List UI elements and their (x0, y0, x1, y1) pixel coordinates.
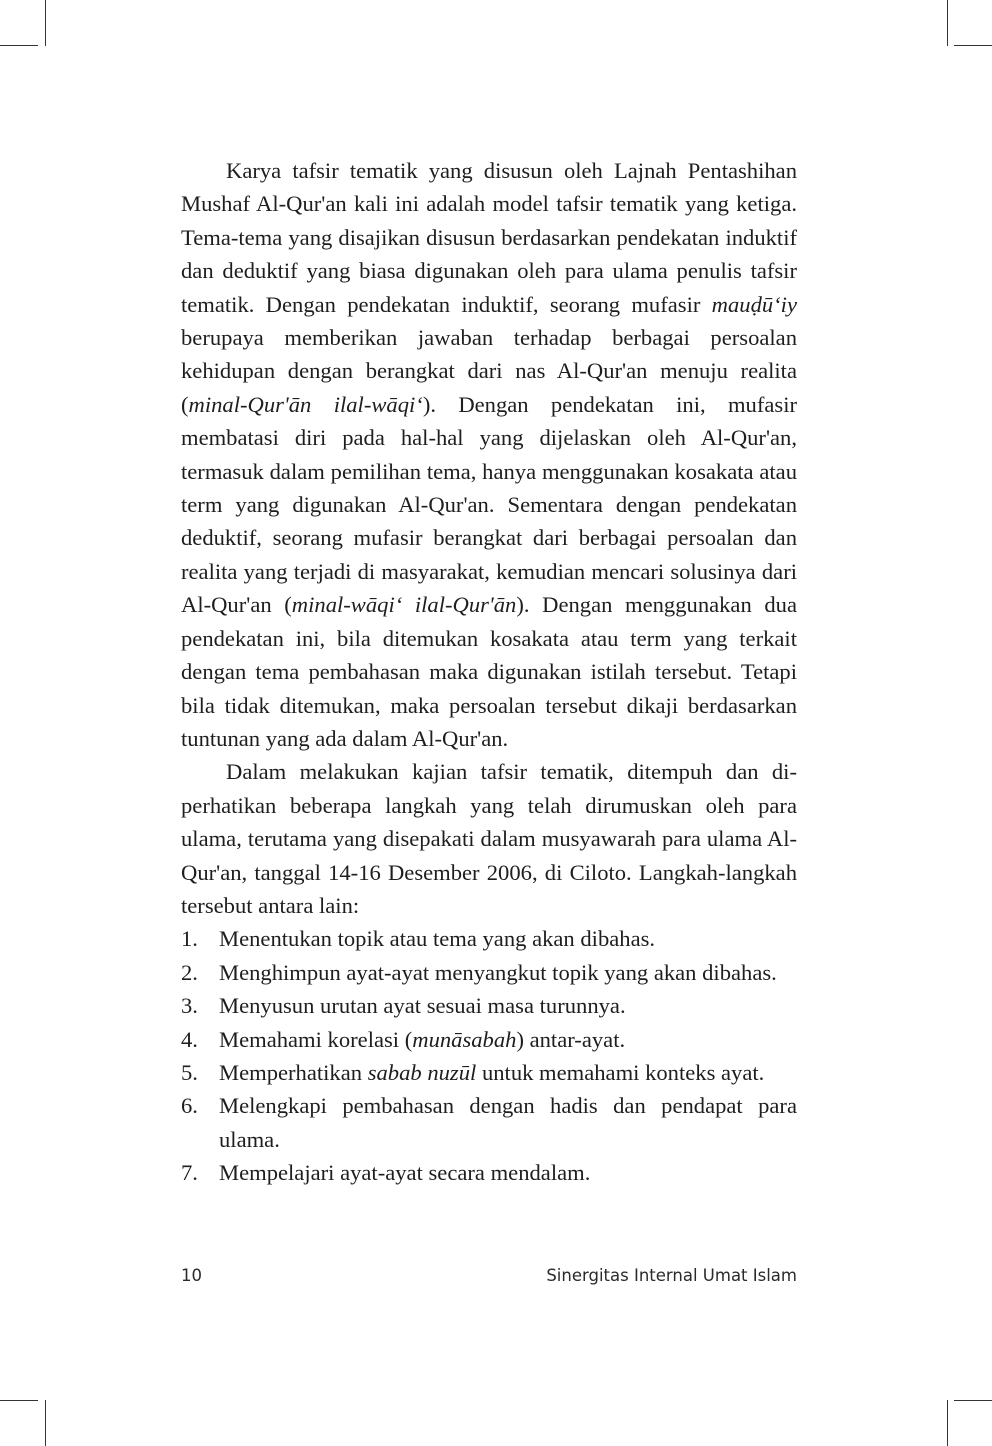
italic-term: minal-wāqi‘ ilal-Qur'ān (291, 592, 517, 618)
body-text (181, 154, 797, 1190)
text-run: Memperhatikan (219, 1059, 368, 1085)
text-run: Melengkapi pembahasan dengan hadis dan pendapat para ulama. (219, 1093, 797, 1152)
text-run: ) antar-ayat. (516, 1026, 626, 1052)
text-run: ). Dengan menggunakan dua pendekatan ini, bila ditemukan kosakata atau term yang terkait dengan tema pembahasan maka digunakan istilah tersebut. Tetapi bila tidak ditemukan, maka persoalan tersebut dikaji berdasarkan tuntunan yang ada dalam Al-Qur'an. (181, 592, 797, 751)
text-run: berupaya memberikan jawaban terhadap berbagai persoalan kehidupan dengan berangkat dari nas Al-Qur'an menuju realita ( (181, 325, 797, 417)
crop-mark (947, 0, 948, 46)
list-item-text (219, 956, 797, 989)
list-item-number: 2. (181, 959, 198, 985)
text-run: Menghimpun ayat-ayat menyangkut topik yang akan dibahas. (219, 959, 777, 985)
list-item (181, 956, 797, 989)
list-item-number: 5. (181, 1059, 198, 1085)
text-run: Karya tafsir tematik yang disusun oleh Lajnah Pentashihan Mushaf Al-Qur'an kali ini adalah model tafsir tematik yang ketiga. Tema-tema yang disajikan disusun berdasarkan pendekatan induktif dan deduktif yang biasa digunakan oleh para ulama penulis tafsir tematik. Dengan pendekatan induktif, seorang mufasir (181, 158, 797, 317)
paragraph-1 (181, 154, 797, 755)
italic-term: minal-Qur'ān ilal-wāqi‘ (188, 391, 423, 417)
text-run: Menentukan topik atau tema yang akan dibahas. (219, 926, 656, 952)
text-run: untuk memahami konteks ayat. (476, 1059, 765, 1085)
list-item-text (219, 922, 797, 955)
crop-mark (45, 0, 46, 46)
list-item-number: 7. (181, 1160, 198, 1186)
list-item-number: 6. (181, 1093, 198, 1119)
text-run: Mempelajari ayat-ayat secara mendalam. (219, 1160, 591, 1186)
list-item-number: 1. (181, 926, 198, 952)
list-item-text (219, 989, 797, 1022)
running-title: Sinergitas Internal Umat Islam (546, 1266, 797, 1285)
list-item-text (219, 1156, 797, 1189)
list-item-number: 3. (181, 993, 198, 1019)
crop-mark (954, 1400, 992, 1401)
list-item (181, 922, 797, 955)
list-item (181, 1023, 797, 1056)
italic-term: sabab nuzūl (367, 1059, 477, 1085)
list-item (181, 1089, 797, 1156)
crop-mark (45, 1400, 46, 1446)
text-run: Memahami korelasi ( (219, 1026, 413, 1052)
steps-list (181, 922, 797, 1189)
page-number: 10 (181, 1266, 202, 1285)
text-run: Menyusun urutan ayat sesuai masa turunnya. (219, 993, 626, 1019)
paragraph-2: Dalam melakukan kajian tafsir tematik, ditempuh dan diperhatikan beberapa langkah yang telah dirumuskan oleh para ulama, terutama yang disepakati dalam musyawarah para ulama Al-Qur'an, tanggal 14-16 Desember 2006, di Ciloto. Langkah-langkah tersebut antara lain: (181, 759, 797, 918)
italic-term: munāsabah (412, 1026, 517, 1052)
crop-mark (0, 45, 38, 46)
list-item (181, 989, 797, 1022)
crop-mark (0, 1400, 38, 1401)
page-footer (181, 1266, 797, 1285)
list-item-text (219, 1089, 797, 1156)
list-item-text (219, 1023, 797, 1056)
list-item-number: 4. (181, 1026, 198, 1052)
text-run: ). Dengan pendekatan ini, mufasir membatasi diri pada hal-hal yang dijelaskan oleh Al-Qur'an, termasuk dalam pemilihan tema, hanya menggunakan kosakata atau term yang digunakan Al-Qur'an. Sementara dengan pendekatan deduktif, seorang mufasir berangkat dari berbagai persoalan dan realita yang terjadi di masyarakat, kemudian mencari solusinya dari Al-Qur'an ( (181, 391, 797, 618)
list-item-text (219, 1056, 797, 1089)
list-item (181, 1156, 797, 1189)
crop-mark (954, 45, 992, 46)
crop-mark (947, 1400, 948, 1446)
list-item (181, 1056, 797, 1089)
italic-term: mauḍū‘iy (711, 291, 797, 317)
